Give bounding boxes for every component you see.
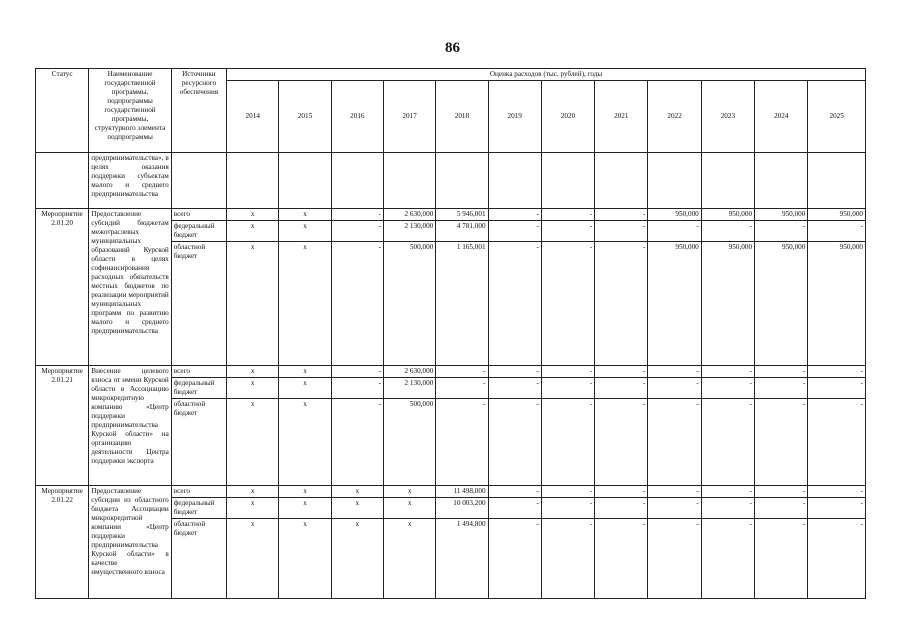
amount-cell: х <box>279 399 331 486</box>
amount-cell: х <box>279 486 331 498</box>
amount-cell: х <box>227 366 279 378</box>
amount-cell: - <box>648 378 701 399</box>
measure-line <box>36 366 866 378</box>
amount-cell: - <box>488 519 541 599</box>
measure-name: Предоставление субсидии из областного бюджета Ассоциации микрокредитной компании «Центр поддержки предпринимательства Курской области» в качестве имущественного взноса <box>89 486 171 599</box>
status-cell <box>36 153 89 209</box>
amount-cell: 500,000 <box>383 399 435 486</box>
amount-cell: 950,000 <box>755 242 808 366</box>
amount-cell: - <box>755 399 808 486</box>
amount-cell: х <box>227 242 279 366</box>
funding-source: областной бюджет <box>171 519 226 599</box>
amount-cell: - <box>595 366 648 378</box>
amount-cell: х <box>383 486 435 498</box>
year-2018: 2018 <box>436 81 488 153</box>
year-2019: 2019 <box>488 81 541 153</box>
amount-cell: - <box>488 498 541 519</box>
amount-cell: - <box>755 498 808 519</box>
amount-cell: - <box>331 399 383 486</box>
funding-source: федеральный бюджет <box>171 378 226 399</box>
amount-cell: - <box>701 366 754 378</box>
amount-cell: х <box>331 498 383 519</box>
amount-cell: х <box>279 242 331 366</box>
amount-cell: - <box>808 486 866 498</box>
amount-cell: - <box>436 378 488 399</box>
year-2015: 2015 <box>279 81 331 153</box>
amount-cell: - <box>331 209 383 221</box>
amount-cell: х <box>383 519 435 599</box>
amount-cell: - <box>595 209 648 221</box>
amount-cell: - <box>331 378 383 399</box>
amount-cell: - <box>541 378 594 399</box>
amount-cell: 950,000 <box>648 242 701 366</box>
amount-cell: - <box>595 378 648 399</box>
year-2016: 2016 <box>331 81 383 153</box>
measure-status: Мероприятие 2.01.22 <box>36 486 89 599</box>
header-spending: Оценка расходов (тыс. рублей), годы <box>227 69 866 81</box>
year-2021: 2021 <box>595 81 648 153</box>
amount-cell: - <box>755 486 808 498</box>
amount-cell: 2 130,000 <box>383 221 435 242</box>
amount-cell: - <box>541 519 594 599</box>
amount-cell: 950,000 <box>808 242 866 366</box>
measure-name: Внесение целевого взноса от имени Курской области в Ассоциацию микрокредитную компанию «Центр поддержки предпринимательства Курской области» на организацию деятельности Центра поддержки экспорта <box>89 366 171 486</box>
amount-cell: х <box>227 486 279 498</box>
amount-cell: х <box>279 366 331 378</box>
amount-cell: - <box>701 498 754 519</box>
funding-source: областной бюджет <box>171 242 226 366</box>
amount-cell: - <box>648 399 701 486</box>
amount-cell: - <box>488 209 541 221</box>
amount-cell: х <box>331 519 383 599</box>
amount-cell: х <box>227 221 279 242</box>
amount-cell: - <box>648 486 701 498</box>
amount-cell: х <box>331 486 383 498</box>
amount-cell: - <box>648 498 701 519</box>
amount-cell: - <box>595 399 648 486</box>
amount-cell: - <box>488 486 541 498</box>
amount-cell: - <box>755 519 808 599</box>
amount-cell: - <box>755 366 808 378</box>
amount-cell: - <box>436 399 488 486</box>
amount-cell: х <box>383 498 435 519</box>
amount-cell: - <box>488 378 541 399</box>
amount-cell: - <box>701 486 754 498</box>
amount-cell: - <box>701 399 754 486</box>
amount-cell: - <box>488 366 541 378</box>
amount-cell: - <box>488 399 541 486</box>
amount-cell: - <box>488 221 541 242</box>
amount-cell: - <box>808 519 866 599</box>
amount-cell: х <box>279 519 331 599</box>
year-2025: 2025 <box>808 81 866 153</box>
year-2022: 2022 <box>648 81 701 153</box>
funding-source: всего <box>171 366 226 378</box>
amount-cell: - <box>595 486 648 498</box>
amount-cell: х <box>227 378 279 399</box>
header-sources: Источники ресурсного обеспечения <box>171 69 226 153</box>
amount-cell: - <box>331 221 383 242</box>
amount-cell: х <box>279 498 331 519</box>
header-status: Статус <box>36 69 89 153</box>
amount-cell: 950,000 <box>808 209 866 221</box>
amount-cell: - <box>808 221 866 242</box>
measure-name: Предоставление субсидий бюджетам межотраслевых муниципальных образований Курской области в целях софинансирования расходных обязательств местных бюджетов по реализации мероприятий муниципальных программ по развитию малого и среднего предпринимательства <box>89 209 171 366</box>
amount-cell: 2 630,000 <box>383 209 435 221</box>
amount-cell: 950,000 <box>648 209 701 221</box>
funding-source: областной бюджет <box>171 399 226 486</box>
amount-cell: х <box>227 498 279 519</box>
amount-cell: - <box>488 242 541 366</box>
amount-cell: - <box>648 366 701 378</box>
measure-status: Мероприятие 2.01.21 <box>36 366 89 486</box>
measure-status: Мероприятие 2.01.20 <box>36 209 89 366</box>
amount-cell: - <box>541 209 594 221</box>
funding-source: всего <box>171 486 226 498</box>
amount-cell: - <box>648 519 701 599</box>
funding-source: всего <box>171 209 226 221</box>
amount-cell: - <box>701 378 754 399</box>
year-2023: 2023 <box>701 81 754 153</box>
amount-cell: - <box>595 242 648 366</box>
amount-cell: - <box>808 498 866 519</box>
amount-cell: х <box>227 519 279 599</box>
amount-cell: - <box>595 498 648 519</box>
year-2024: 2024 <box>755 81 808 153</box>
funding-source: федеральный бюджет <box>171 221 226 242</box>
amount-cell: - <box>436 366 488 378</box>
amount-cell: х <box>227 399 279 486</box>
amount-cell: 4 781,000 <box>436 221 488 242</box>
amount-cell: 10 003,200 <box>436 498 488 519</box>
amount-cell: 2 130,000 <box>383 378 435 399</box>
amount-cell: 950,000 <box>701 242 754 366</box>
amount-cell: х <box>279 221 331 242</box>
amount-cell: 1 494,800 <box>436 519 488 599</box>
amount-cell: 11 498,000 <box>436 486 488 498</box>
amount-cell: 950,000 <box>701 209 754 221</box>
amount-cell: - <box>595 519 648 599</box>
header-name: Наименование государственной программы, подпрограммы государственной программы, структурного элемента подпрограммы <box>89 69 171 153</box>
amount-cell: - <box>541 486 594 498</box>
amount-cell: - <box>595 221 648 242</box>
amount-cell: - <box>808 366 866 378</box>
year-2014: 2014 <box>227 81 279 153</box>
continuation-name: предпринимательства», в целях оказания поддержки субъектам малого и среднего предпринимательства <box>89 153 171 209</box>
amount-cell: - <box>701 519 754 599</box>
amount-cell: х <box>279 378 331 399</box>
continuation-row <box>36 153 866 209</box>
amount-cell: - <box>808 378 866 399</box>
amount-cell: - <box>648 221 701 242</box>
amount-cell: - <box>331 366 383 378</box>
amount-cell: х <box>279 209 331 221</box>
funding-source: федеральный бюджет <box>171 498 226 519</box>
budget-table <box>35 68 866 599</box>
amount-cell: 5 946,001 <box>436 209 488 221</box>
amount-cell: - <box>808 399 866 486</box>
amount-cell: 500,000 <box>383 242 435 366</box>
amount-cell: - <box>541 366 594 378</box>
amount-cell: 2 630,000 <box>383 366 435 378</box>
amount-cell: - <box>541 399 594 486</box>
amount-cell: 950,000 <box>755 209 808 221</box>
year-2020: 2020 <box>541 81 594 153</box>
year-2017: 2017 <box>383 81 435 153</box>
amount-cell: - <box>331 242 383 366</box>
amount-cell: 1 165,001 <box>436 242 488 366</box>
measure-line <box>36 209 866 221</box>
amount-cell: х <box>227 209 279 221</box>
amount-cell: - <box>541 242 594 366</box>
measure-line <box>36 486 866 498</box>
page-number: 86 <box>445 40 460 56</box>
amount-cell: - <box>541 221 594 242</box>
amount-cell: - <box>755 378 808 399</box>
amount-cell: - <box>755 221 808 242</box>
amount-cell: - <box>701 221 754 242</box>
amount-cell: - <box>541 498 594 519</box>
